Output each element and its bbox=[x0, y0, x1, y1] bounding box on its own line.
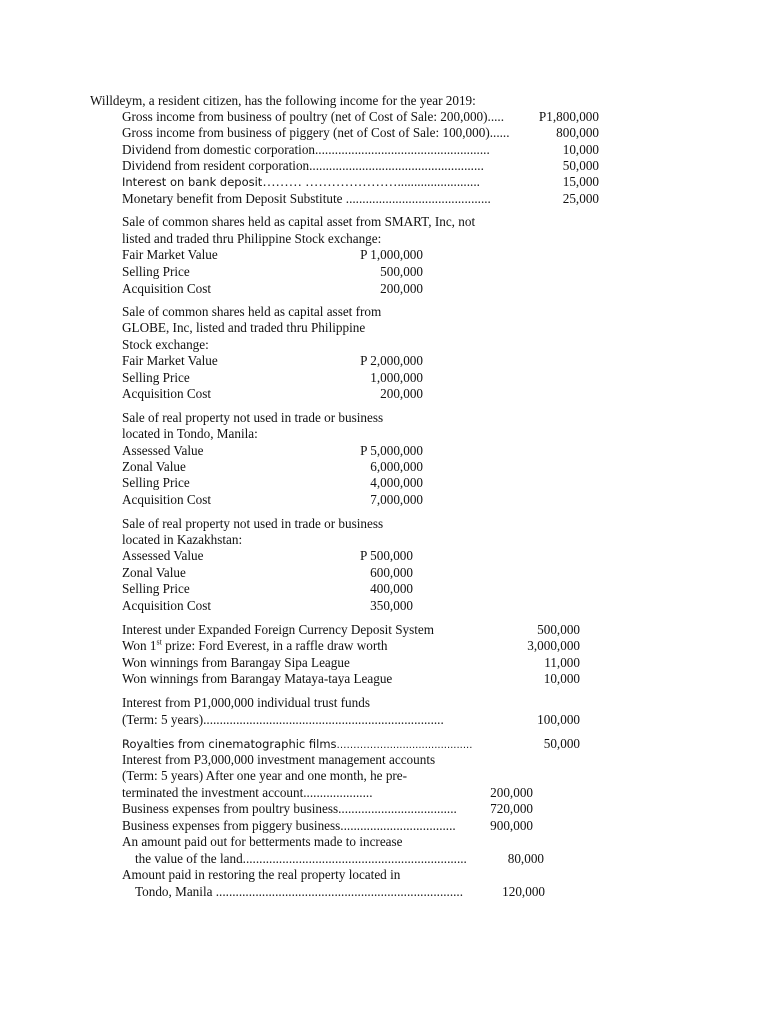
income-amount-bank-interest: 15,000 bbox=[562, 174, 599, 189]
kazakhstan-row-label: Assessed Value bbox=[122, 548, 204, 563]
tondo-row-label: Zonal Value bbox=[122, 459, 186, 474]
tondo-row-label: Selling Price bbox=[122, 475, 190, 490]
globe-row-label: Selling Price bbox=[122, 370, 190, 385]
smart-row-amount: 200,000 bbox=[380, 281, 423, 296]
investment-amount: 200,000 bbox=[490, 785, 533, 800]
raffle-label-pre: Won 1 bbox=[122, 638, 157, 653]
income-label-bank-interest bbox=[122, 174, 480, 190]
tondo-row-amount: P 5,000,000 bbox=[360, 443, 423, 458]
royalties-amount: 50,000 bbox=[543, 736, 580, 751]
smart-heading-1: Sale of common shares held as capital asset from SMART, Inc, not bbox=[122, 214, 476, 229]
income-label-deposit-substitute: Monetary benefit from Deposit Substitute ............................................ bbox=[122, 191, 491, 206]
globe-heading-3: Stock exchange: bbox=[122, 337, 209, 352]
other-income-amount-sipa: 11,000 bbox=[544, 655, 580, 670]
kazakhstan-row-label: Zonal Value bbox=[122, 565, 186, 580]
trust-line-1: Interest from P1,000,000 individual trust funds bbox=[122, 695, 370, 710]
investment-line-1: Interest from P3,000,000 investment management accounts bbox=[122, 752, 436, 767]
tondo-row-amount: 4,000,000 bbox=[370, 475, 423, 490]
kazakhstan-heading-2: located in Kazakhstan: bbox=[122, 532, 243, 547]
royalties-label: Royalties from cinematographic films bbox=[122, 737, 337, 751]
globe-heading-1: Sale of common shares held as capital asset from bbox=[122, 304, 382, 319]
income-amount-deposit-substitute: 25,000 bbox=[562, 191, 599, 206]
other-income-label-fcds: Interest under Expanded Foreign Currency Deposit System bbox=[122, 622, 435, 637]
bank-interest-label: Interest on bank deposit bbox=[122, 175, 263, 189]
trust-line-2: (Term: 5 years)......................................................................... bbox=[122, 712, 444, 727]
raffle-label-sup: st bbox=[156, 637, 162, 647]
income-amount-resident-dividend: 50,000 bbox=[562, 158, 599, 173]
smart-heading-2: listed and traded thru Philippine Stock exchange: bbox=[122, 231, 382, 246]
income-amount-piggery: 800,000 bbox=[556, 125, 599, 140]
trust-amount: 100,000 bbox=[537, 712, 580, 727]
smart-row-amount: P 1,000,000 bbox=[360, 247, 423, 262]
globe-row-label: Acquisition Cost bbox=[122, 386, 212, 401]
income-amount-domestic-dividend: 10,000 bbox=[562, 142, 599, 157]
income-label-poultry: Gross income from business of poultry (net of Cost of Sale: 200,000)..... bbox=[122, 109, 505, 124]
other-income-amount-mataya: 10,000 bbox=[543, 671, 580, 686]
investment-line-3: terminated the investment account..................... bbox=[122, 785, 373, 800]
smart-row-label: Selling Price bbox=[122, 264, 190, 279]
tondo-row-amount: 7,000,000 bbox=[370, 492, 423, 507]
betterments-line-2: the value of the land.................................................................... bbox=[135, 851, 467, 866]
tondo-heading-1: Sale of real property not used in trade or business bbox=[122, 410, 384, 425]
restoring-amount: 120,000 bbox=[502, 884, 545, 899]
expense-amount-piggery: 900,000 bbox=[490, 818, 533, 833]
other-income-label-sipa: Won winnings from Barangay Sipa League bbox=[122, 655, 350, 670]
expense-label-piggery: Business expenses from piggery business................................... bbox=[122, 818, 456, 833]
income-label-resident-dividend: Dividend from resident corporation..................................................... bbox=[122, 158, 484, 173]
betterments-amount: 80,000 bbox=[507, 851, 544, 866]
other-income-label-mataya: Won winnings from Barangay Mataya-taya League bbox=[122, 671, 393, 686]
royalties-leader: ……………........................... bbox=[336, 740, 473, 751]
other-income-amount-raffle: 3,000,000 bbox=[527, 638, 580, 653]
smart-row-label: Fair Market Value bbox=[122, 247, 218, 262]
kazakhstan-row-amount: P 500,000 bbox=[359, 548, 413, 563]
globe-heading-2: GLOBE, Inc, listed and traded thru Philippine bbox=[122, 320, 366, 335]
kazakhstan-row-label: Selling Price bbox=[122, 581, 190, 596]
globe-row-amount: 200,000 bbox=[380, 386, 423, 401]
betterments-line-1: An amount paid out for betterments made to increase bbox=[122, 834, 403, 849]
tondo-heading-2: located in Tondo, Manila: bbox=[122, 426, 258, 441]
kazakhstan-row-label: Acquisition Cost bbox=[122, 598, 212, 613]
tondo-row-label: Acquisition Cost bbox=[122, 492, 212, 507]
income-label-domestic-dividend: Dividend from domestic corporation..................................................... bbox=[122, 142, 490, 157]
intro-text: Willdeym, a resident citizen, has the following income for the year 2019: bbox=[90, 93, 476, 108]
bank-interest-leader: ……… …………………......................... bbox=[262, 174, 480, 189]
expense-label-poultry: Business expenses from poultry business.................................... bbox=[122, 801, 457, 816]
kazakhstan-row-amount: 350,000 bbox=[370, 598, 413, 613]
kazakhstan-row-amount: 600,000 bbox=[370, 565, 413, 580]
globe-row-label: Fair Market Value bbox=[122, 353, 218, 368]
tondo-row-label: Assessed Value bbox=[122, 443, 204, 458]
smart-row-label: Acquisition Cost bbox=[122, 281, 212, 296]
kazakhstan-heading-1: Sale of real property not used in trade or business bbox=[122, 516, 384, 531]
expense-amount-poultry: 720,000 bbox=[490, 801, 533, 816]
income-amount-poultry: P1,800,000 bbox=[538, 109, 599, 124]
raffle-label-post: prize: Ford Everest, in a raffle draw worth bbox=[161, 638, 388, 653]
investment-line-2: (Term: 5 years) After one year and one month, he pre- bbox=[122, 768, 408, 783]
kazakhstan-row-amount: 400,000 bbox=[370, 581, 413, 596]
other-income-label-raffle bbox=[122, 638, 388, 654]
globe-row-amount: 1,000,000 bbox=[370, 370, 423, 385]
smart-row-amount: 500,000 bbox=[380, 264, 423, 279]
restoring-line-2: Tondo, Manila ........................................................................... bbox=[135, 884, 464, 899]
other-income-amount-fcds: 500,000 bbox=[537, 622, 580, 637]
income-label-piggery: Gross income from business of piggery (net of Cost of Sale: 100,000)...... bbox=[122, 125, 510, 140]
globe-row-amount: P 2,000,000 bbox=[360, 353, 423, 368]
tondo-row-amount: 6,000,000 bbox=[370, 459, 423, 474]
restoring-line-1: Amount paid in restoring the real property located in bbox=[122, 867, 401, 882]
